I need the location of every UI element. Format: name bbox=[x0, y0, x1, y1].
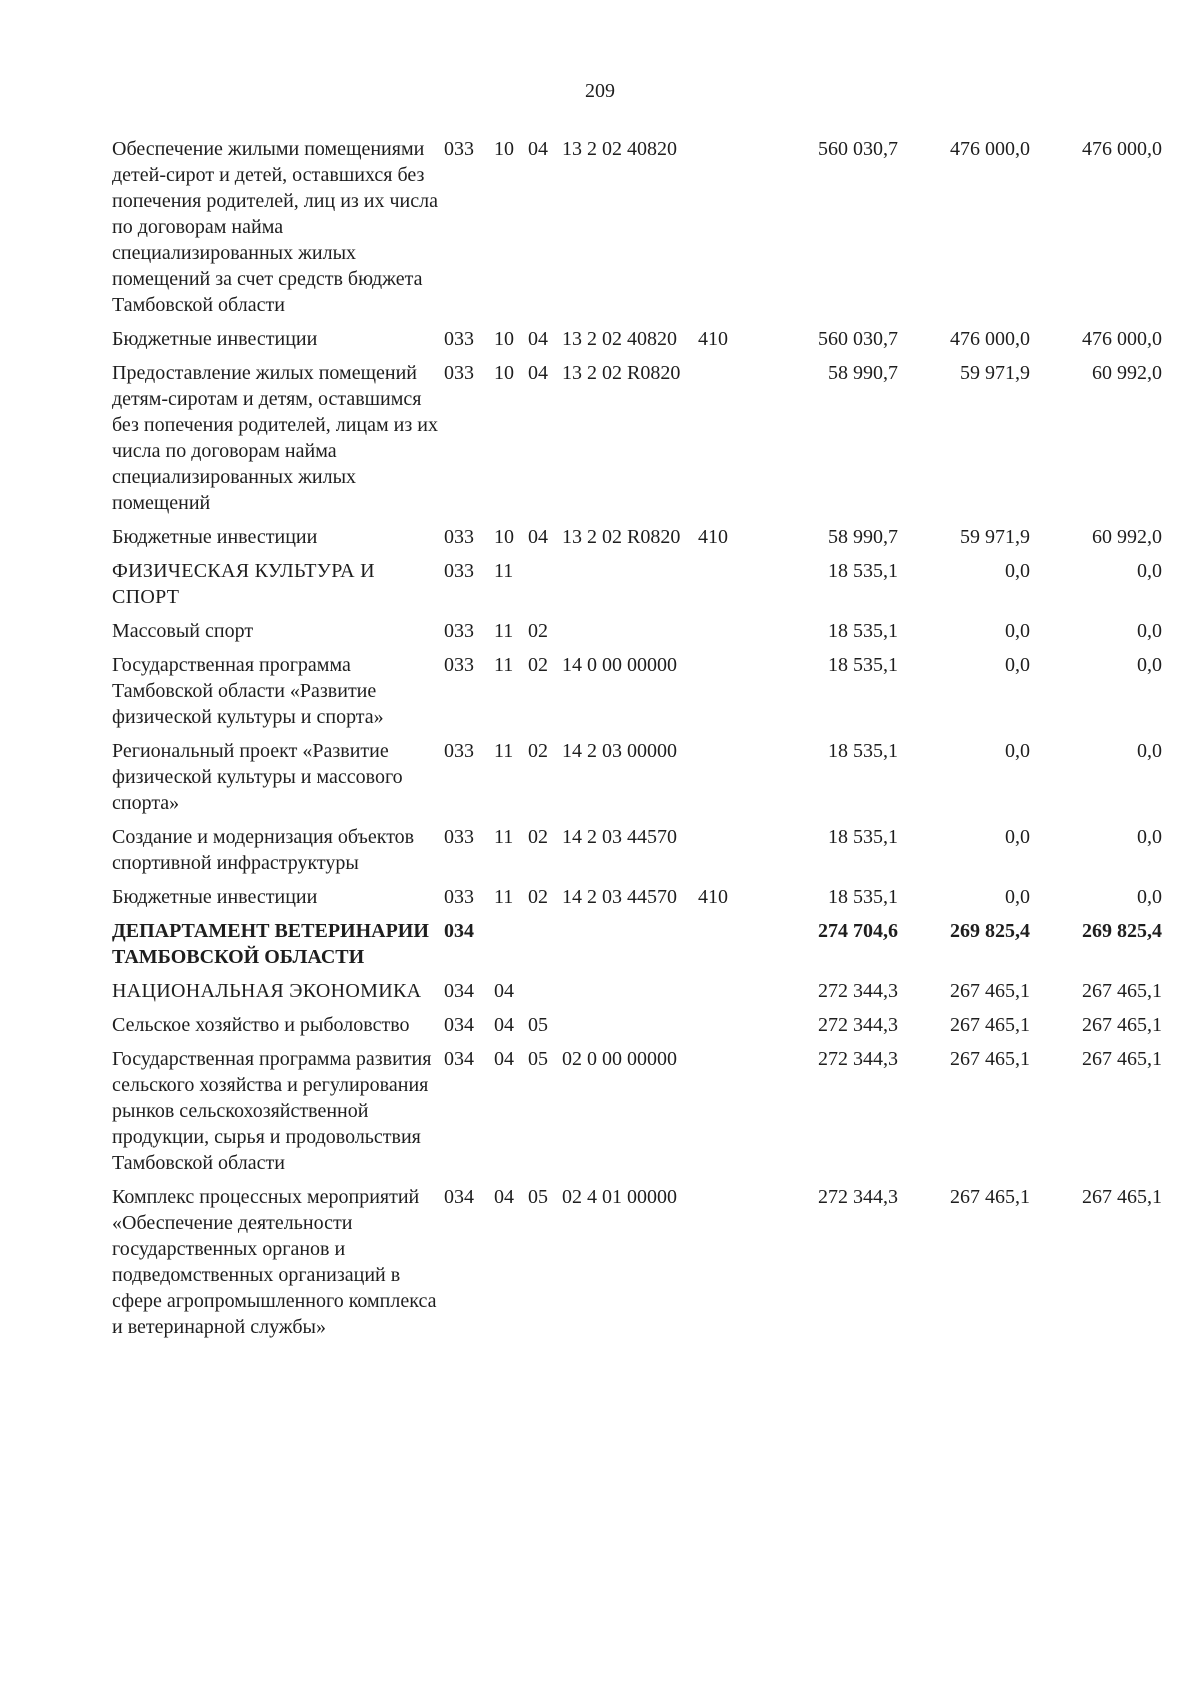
row-name: Государственная программа Тамбовской области «Развитие физической культуры и спорта» bbox=[112, 654, 384, 728]
row-gr: 033 bbox=[444, 620, 474, 642]
row-sum-2: 0,0 bbox=[1005, 654, 1030, 676]
row-csr: 13 2 02 R0820 bbox=[562, 526, 681, 548]
row-rz: 10 bbox=[494, 526, 514, 548]
row-sum-3: 60 992,0 bbox=[1092, 362, 1162, 384]
row-csr: 14 2 03 00000 bbox=[562, 740, 677, 762]
row-sum-2: 0,0 bbox=[1005, 560, 1030, 582]
row-sum-1: 272 344,3 bbox=[818, 1186, 898, 1208]
row-sum-1: 272 344,3 bbox=[818, 980, 898, 1002]
row-vr: 410 bbox=[698, 328, 728, 350]
row-sum-3: 267 465,1 bbox=[1082, 1186, 1162, 1208]
row-sum-3: 476 000,0 bbox=[1082, 328, 1162, 350]
row-name: Бюджетные инвестиции bbox=[112, 328, 318, 350]
table-row bbox=[112, 738, 1192, 824]
row-name: Обеспечение жилыми помещениями детей-сирот и детей, оставшихся без попечения родителей, лиц из их числа по договорам найма специализированных жилых помещений за счет средств бюджета Тамбовской области bbox=[112, 138, 438, 316]
table-row bbox=[112, 884, 1192, 918]
row-vr: 410 bbox=[698, 886, 728, 908]
row-sum-1: 18 535,1 bbox=[828, 826, 898, 848]
row-sum-2: 267 465,1 bbox=[950, 980, 1030, 1002]
row-pr: 02 bbox=[528, 654, 548, 676]
row-sum-2: 0,0 bbox=[1005, 740, 1030, 762]
row-pr: 02 bbox=[528, 620, 548, 642]
row-gr: 034 bbox=[444, 1014, 474, 1036]
row-sum-3: 476 000,0 bbox=[1082, 138, 1162, 160]
row-sum-3: 269 825,4 bbox=[1082, 920, 1162, 942]
row-sum-3: 0,0 bbox=[1137, 620, 1162, 642]
row-rz: 04 bbox=[494, 1186, 514, 1208]
row-vr: 410 bbox=[698, 526, 728, 548]
row-sum-3: 0,0 bbox=[1137, 560, 1162, 582]
row-sum-2: 0,0 bbox=[1005, 620, 1030, 642]
row-sum-1: 58 990,7 bbox=[828, 362, 898, 384]
row-sum-3: 60 992,0 bbox=[1092, 526, 1162, 548]
row-rz: 11 bbox=[494, 560, 514, 582]
table-row bbox=[112, 326, 1192, 360]
row-rz: 10 bbox=[494, 138, 514, 160]
row-gr: 033 bbox=[444, 526, 474, 548]
row-sum-1: 272 344,3 bbox=[818, 1048, 898, 1070]
row-rz: 04 bbox=[494, 980, 514, 1002]
page-number: 209 bbox=[585, 80, 615, 102]
row-sum-2: 59 971,9 bbox=[960, 526, 1030, 548]
table-row bbox=[112, 652, 1192, 738]
row-sum-3: 0,0 bbox=[1137, 740, 1162, 762]
row-sum-3: 267 465,1 bbox=[1082, 1014, 1162, 1036]
row-sum-2: 267 465,1 bbox=[950, 1186, 1030, 1208]
row-sum-2: 267 465,1 bbox=[950, 1014, 1030, 1036]
row-sum-1: 18 535,1 bbox=[828, 620, 898, 642]
row-sum-1: 18 535,1 bbox=[828, 886, 898, 908]
table-row bbox=[112, 524, 1192, 558]
row-pr: 02 bbox=[528, 740, 548, 762]
row-rz: 10 bbox=[494, 328, 514, 350]
row-csr: 13 2 02 40820 bbox=[562, 138, 677, 160]
row-sum-2: 476 000,0 bbox=[950, 328, 1030, 350]
row-csr: 13 2 02 R0820 bbox=[562, 362, 681, 384]
row-pr: 05 bbox=[528, 1186, 548, 1208]
row-pr: 05 bbox=[528, 1048, 548, 1070]
row-gr: 034 bbox=[444, 980, 474, 1002]
row-name: Предоставление жилых помещений детям-сиротам и детям, оставшимся без попечения родителей, лицам из их числа по договорам найма специализированных жилых помещений bbox=[112, 362, 438, 514]
row-pr: 05 bbox=[528, 1014, 548, 1036]
row-sum-1: 272 344,3 bbox=[818, 1014, 898, 1036]
row-csr: 13 2 02 40820 bbox=[562, 328, 677, 350]
row-sum-2: 0,0 bbox=[1005, 826, 1030, 848]
row-pr: 02 bbox=[528, 826, 548, 848]
row-sum-3: 267 465,1 bbox=[1082, 980, 1162, 1002]
row-sum-2: 59 971,9 bbox=[960, 362, 1030, 384]
row-pr: 04 bbox=[528, 328, 548, 350]
row-sum-1: 18 535,1 bbox=[828, 740, 898, 762]
row-gr: 033 bbox=[444, 362, 474, 384]
row-csr: 14 0 00 00000 bbox=[562, 654, 677, 676]
row-gr: 033 bbox=[444, 138, 474, 160]
row-sum-1: 560 030,7 bbox=[818, 138, 898, 160]
row-sum-2: 476 000,0 bbox=[950, 138, 1030, 160]
row-gr: 034 bbox=[444, 1048, 474, 1070]
row-rz: 10 bbox=[494, 362, 514, 384]
table-row bbox=[112, 1012, 1192, 1046]
table-row bbox=[112, 1184, 1192, 1348]
row-csr: 02 4 01 00000 bbox=[562, 1186, 677, 1208]
row-pr: 04 bbox=[528, 138, 548, 160]
row-sum-1: 18 535,1 bbox=[828, 654, 898, 676]
row-sum-3: 0,0 bbox=[1137, 826, 1162, 848]
table-row bbox=[112, 978, 1192, 1012]
row-rz: 11 bbox=[494, 826, 514, 848]
row-name: Бюджетные инвестиции bbox=[112, 526, 318, 548]
row-pr: 02 bbox=[528, 886, 548, 908]
row-sum-1: 58 990,7 bbox=[828, 526, 898, 548]
budget-table bbox=[112, 136, 1192, 1348]
row-name: Сельское хозяйство и рыболовство bbox=[112, 1014, 410, 1036]
row-gr: 033 bbox=[444, 826, 474, 848]
row-rz: 11 bbox=[494, 886, 514, 908]
row-csr: 02 0 00 00000 bbox=[562, 1048, 677, 1070]
row-name: НАЦИОНАЛЬНАЯ ЭКОНОМИКА bbox=[112, 980, 422, 1002]
row-sum-3: 0,0 bbox=[1137, 886, 1162, 908]
row-name: Региональный проект «Развитие физической культуры и массового спорта» bbox=[112, 740, 403, 814]
row-rz: 11 bbox=[494, 620, 514, 642]
row-name: ДЕПАРТАМЕНТ ВЕТЕРИНАРИИ ТАМБОВСКОЙ ОБЛАСТИ bbox=[112, 920, 429, 968]
table-row bbox=[112, 618, 1192, 652]
row-rz: 11 bbox=[494, 740, 514, 762]
row-name: Создание и модернизация объектов спортивной инфраструктуры bbox=[112, 826, 415, 874]
row-sum-2: 267 465,1 bbox=[950, 1048, 1030, 1070]
table-row bbox=[112, 1046, 1192, 1184]
row-name: Массовый спорт bbox=[112, 620, 254, 642]
row-name: Бюджетные инвестиции bbox=[112, 886, 318, 908]
row-sum-2: 0,0 bbox=[1005, 886, 1030, 908]
row-csr: 14 2 03 44570 bbox=[562, 886, 677, 908]
row-sum-3: 267 465,1 bbox=[1082, 1048, 1162, 1070]
row-pr: 04 bbox=[528, 362, 548, 384]
table-row bbox=[112, 558, 1192, 618]
row-sum-2: 269 825,4 bbox=[950, 920, 1030, 942]
row-name: Государственная программа развития сельского хозяйства и регулирования рынков сельскохозяйственной продукции, сырья и продовольствия Тамбовской области bbox=[112, 1048, 432, 1174]
row-gr: 034 bbox=[444, 1186, 474, 1208]
row-csr: 14 2 03 44570 bbox=[562, 826, 677, 848]
row-gr: 033 bbox=[444, 328, 474, 350]
row-gr: 033 bbox=[444, 654, 474, 676]
table-row bbox=[112, 136, 1192, 326]
row-name: ФИЗИЧЕСКАЯ КУЛЬТУРА И СПОРТ bbox=[112, 560, 375, 608]
row-sum-1: 18 535,1 bbox=[828, 560, 898, 582]
row-gr: 033 bbox=[444, 560, 474, 582]
row-sum-1: 560 030,7 bbox=[818, 328, 898, 350]
row-pr: 04 bbox=[528, 526, 548, 548]
row-rz: 04 bbox=[494, 1048, 514, 1070]
row-sum-3: 0,0 bbox=[1137, 654, 1162, 676]
row-gr: 033 bbox=[444, 886, 474, 908]
row-name: Комплекс процессных мероприятий «Обеспечение деятельности государственных органов и подведомственных организаций в сфере агропромышленного комплекса и ветеринарной службы» bbox=[112, 1186, 437, 1338]
table-row bbox=[112, 824, 1192, 884]
row-rz: 11 bbox=[494, 654, 514, 676]
row-gr: 033 bbox=[444, 740, 474, 762]
table-row bbox=[112, 918, 1192, 978]
table-row bbox=[112, 360, 1192, 524]
row-sum-1: 274 704,6 bbox=[818, 920, 898, 942]
row-rz: 04 bbox=[494, 1014, 514, 1036]
row-gr: 034 bbox=[444, 920, 474, 942]
